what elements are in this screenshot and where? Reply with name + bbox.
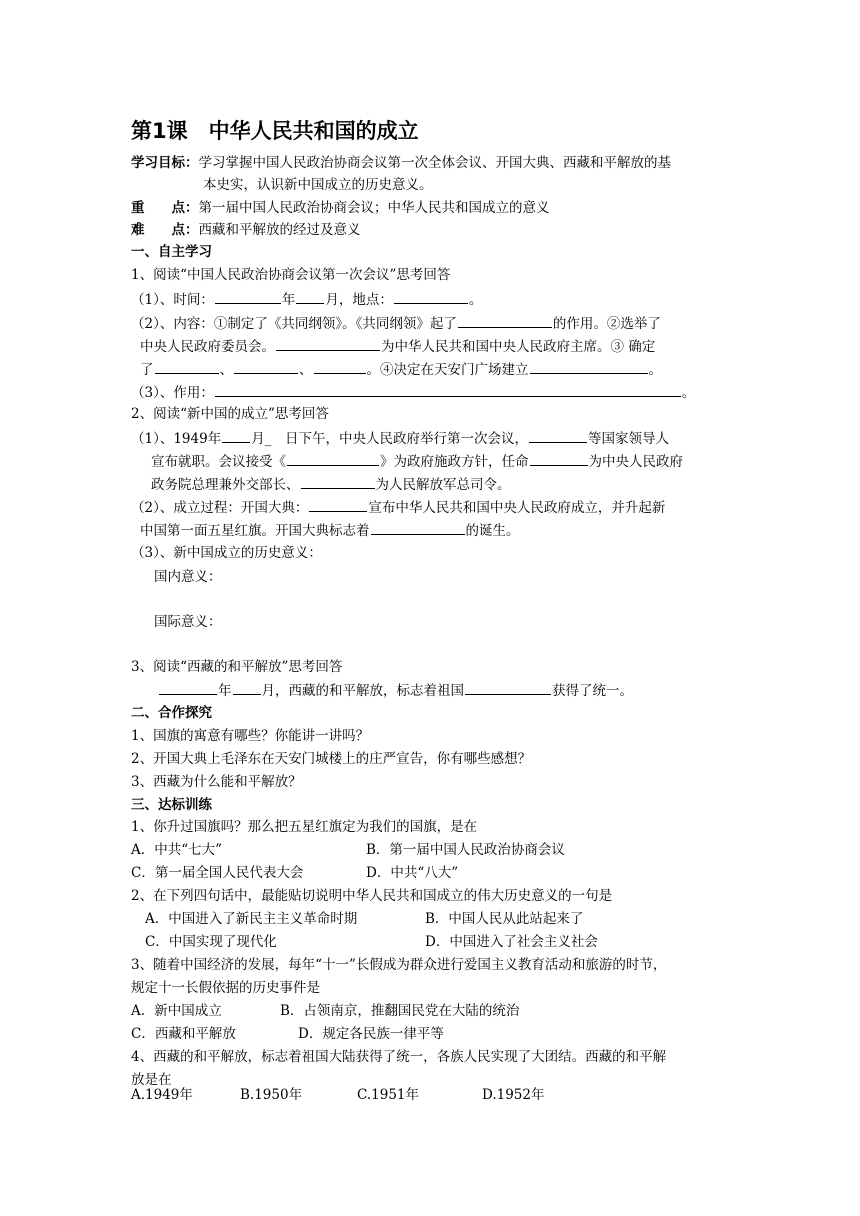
- learning-goals: [131, 153, 671, 173]
- option-b[interactable]: B．占领南京，推翻国民党在大陆的统治: [280, 1003, 520, 1019]
- option-b[interactable]: B.1950年: [240, 1087, 303, 1103]
- section3-heading: 三、达标训练: [131, 797, 212, 813]
- text: 宣布就职。会议接受《: [151, 454, 286, 470]
- text: （1）、时间：: [131, 292, 214, 308]
- option-b[interactable]: B．中国人民从此站起来了: [425, 911, 584, 927]
- q2-part3: （3）、新中国成立的历史意义：: [131, 545, 322, 561]
- text: 为中央人民政府: [588, 454, 683, 470]
- q1-part2-line1: [131, 313, 661, 334]
- international-significance: 国际意义：: [154, 614, 222, 630]
- blank-chairman[interactable]: [276, 336, 380, 351]
- list-item: 2、开国大典上毛泽东在天安门城楼上的庄严宣告，你有哪些感想？: [131, 751, 532, 767]
- text: （1）、1949年: [131, 431, 222, 447]
- key-point-label: 重 点：: [131, 200, 199, 216]
- section1-heading: 一、自主学习: [131, 244, 212, 260]
- key-point: [131, 198, 550, 218]
- text: （2）、成立过程：开国大典：: [131, 500, 309, 516]
- question-4-stem: 4、西藏的和平解放，标志着祖国大陆获得了统一，各族人民实现了大团结。西藏的和平解: [131, 1049, 667, 1065]
- goals-text-2: 本史实，认识新中国成立的历史意义。: [203, 177, 433, 193]
- option-c[interactable]: C．第一届全国人民代表大会: [131, 865, 304, 881]
- q3-line: [158, 680, 633, 701]
- blank-leader[interactable]: [529, 428, 587, 443]
- domestic-significance: 国内意义：: [154, 569, 222, 585]
- text: 为中华人民共和国中央人民政府主席。③ 确定: [381, 339, 656, 355]
- blank-month[interactable]: [296, 289, 324, 304]
- option-a[interactable]: A.1949年: [131, 1087, 193, 1103]
- q2-title: 2、阅读“新中国的成立”思考回答: [131, 406, 329, 422]
- blank-commander[interactable]: [301, 474, 375, 489]
- blank-birth[interactable]: [371, 520, 465, 535]
- blank-role[interactable]: [458, 313, 552, 328]
- blank-month[interactable]: [233, 680, 261, 695]
- option-b[interactable]: B．第一届中国人民政治协商会议: [366, 842, 565, 858]
- blank-monument[interactable]: [530, 359, 648, 374]
- blank-item-3[interactable]: [314, 359, 366, 374]
- q1-part2-line2: [140, 336, 655, 357]
- q2-part1-line3: [151, 474, 511, 495]
- text: 。④决定在天安门广场建立: [366, 362, 529, 378]
- text: 政务院总理兼外交部长、: [151, 477, 300, 493]
- text: 》为政府施政方针，任命: [380, 454, 529, 470]
- hard-point: [131, 220, 361, 240]
- q1-part2-line3: [140, 359, 662, 380]
- blank-item-2[interactable]: [234, 359, 298, 374]
- text: 月_ 日下午，中央人民政府举行第一次会议，: [251, 431, 528, 447]
- list-item: 1、国旗的寓意有哪些？你能讲一讲吗？: [131, 728, 370, 744]
- text: 的作用。②选举了: [552, 316, 661, 332]
- q2-part2-line2: [140, 520, 520, 541]
- text: （3）、作用：: [131, 385, 214, 401]
- text: 宣布中华人民共和国中央人民政府成立，并升起新: [368, 500, 666, 516]
- text: 获得了统一。: [552, 683, 633, 699]
- blank-program[interactable]: [287, 451, 379, 466]
- blank-announcer[interactable]: [309, 497, 367, 512]
- text: 了: [140, 362, 154, 378]
- goals-label: 学习目标：: [131, 155, 199, 171]
- blank-year[interactable]: [215, 289, 281, 304]
- text: 年: [218, 683, 232, 699]
- text: 年: [281, 292, 296, 308]
- option-d[interactable]: D.1952年: [482, 1087, 545, 1103]
- text: 。: [468, 292, 483, 308]
- key-point-text: 第一届中国人民政治协商会议；中华人民共和国成立的意义: [198, 200, 550, 216]
- option-a[interactable]: A．新中国成立: [131, 1003, 222, 1019]
- option-d[interactable]: D．中共“八大”: [366, 865, 459, 881]
- blank-effect[interactable]: [215, 382, 681, 397]
- q2-part1-line2: [151, 451, 683, 472]
- text: 为人民解放军总司令。: [375, 477, 511, 493]
- option-d[interactable]: D．规定各民族一律平等: [298, 1026, 444, 1042]
- option-a[interactable]: A．中共“七大”: [131, 842, 223, 858]
- hard-point-text: 西藏和平解放的经过及意义: [198, 222, 361, 238]
- page-title: 第1课 中华人民共和国的成立: [131, 119, 419, 143]
- q2-part2-line1: [131, 497, 665, 518]
- text: 。: [648, 362, 662, 378]
- blank-premier[interactable]: [530, 451, 588, 466]
- option-c[interactable]: C．中国实现了现代化: [145, 934, 277, 950]
- text: 中央人民政府委员会。: [140, 339, 275, 355]
- question-1-stem: 1、你升过国旗吗？那么把五星红旗定为我们的国旗，是在: [131, 819, 478, 835]
- q1-part3: [131, 382, 695, 403]
- q3-title: 3、阅读“西藏的和平解放”思考回答: [131, 659, 343, 675]
- blank-place[interactable]: [394, 289, 468, 304]
- list-item: 3、西藏为什么能和平解放？: [131, 774, 302, 790]
- text: 月，地点：: [325, 292, 393, 308]
- question-3-stem-cont: 规定十一长假依据的历史事件是: [131, 980, 320, 996]
- option-c[interactable]: C．西藏和平解放: [131, 1026, 236, 1042]
- blank-item-1[interactable]: [155, 359, 219, 374]
- q2-part1-line1: [131, 428, 669, 449]
- option-d[interactable]: D．中国进入了社会主义社会: [425, 934, 598, 950]
- question-4-stem-cont: 放是在: [131, 1072, 172, 1088]
- blank-year[interactable]: [159, 680, 217, 695]
- section2-heading: 二、合作探究: [131, 705, 212, 721]
- q1-part1: [131, 289, 482, 310]
- option-c[interactable]: C.1951年: [357, 1087, 419, 1103]
- question-2-stem: 2、在下列四句话中，最能贴切说明中华人民共和国成立的伟大历史意义的一句是: [131, 888, 613, 904]
- text: 等国家领导人: [587, 431, 669, 447]
- text: 的诞生。: [465, 523, 520, 539]
- option-a[interactable]: A．中国进入了新民主主义革命时期: [145, 911, 358, 927]
- blank-month[interactable]: [222, 428, 250, 443]
- blank-region[interactable]: [465, 680, 551, 695]
- text: 、: [299, 362, 313, 378]
- text: 。: [681, 385, 696, 401]
- q1-title: 1、阅读“中国人民政治协商会议第一次会议”思考回答: [131, 267, 451, 283]
- text: （2）、内容：①制定了《共同纲领》。《共同纲领》起了: [131, 316, 457, 332]
- hard-point-label: 难 点：: [131, 222, 199, 238]
- text: 、: [219, 362, 233, 378]
- text: 中国第一面五星红旗。开国大典标志着: [140, 523, 370, 539]
- goals-text-1: 学习掌握中国人民政治协商会议第一次全体会议、开国大典、西藏和平解放的基: [198, 155, 671, 171]
- text: 月，西藏的和平解放，标志着祖国: [261, 683, 464, 699]
- question-3-stem: 3、随着中国经济的发展，每年“十一”长假成为群众进行爱国主义教育活动和旅游的时节，: [131, 957, 667, 973]
